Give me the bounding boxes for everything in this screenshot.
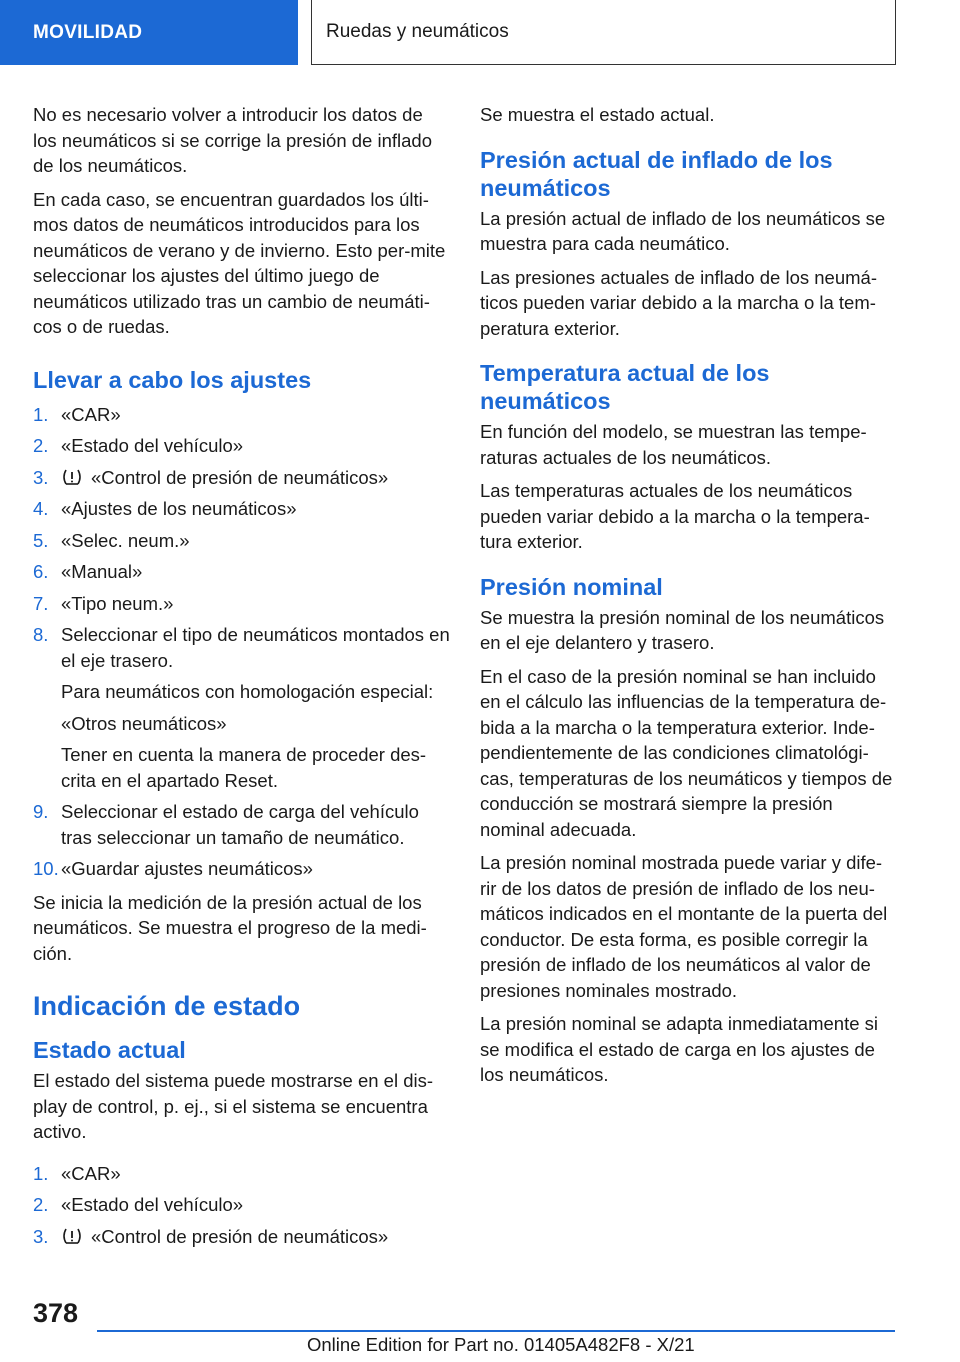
heading-presion-actual: Presión actual de inflado de los neumáticos: [480, 146, 833, 201]
step-text: «Ajustes de los neumáticos»: [61, 498, 297, 519]
step-text: Seleccionar el tipo de neumáticos montados en el eje trasero.: [61, 624, 450, 671]
section-tab: MOVILIDAD: [0, 0, 298, 65]
step-number: 3.: [33, 466, 49, 488]
step-subtext: Para neumáticos con homologación especial:: [61, 681, 434, 702]
tire-pressure-warning-icon: [61, 467, 83, 487]
list-item: [33, 528, 451, 554]
paragraph: En cada caso, se encuentran guardados los últi‐mos datos de neumáticos introducidos para los neumáticos de verano y de invierno. Esto per‐mite seleccionar los ajustes del último juego de neumáticos utilizado tras un cambio de neumáti‐cos o de ruedas.: [33, 188, 446, 337]
step-text: «CAR»: [61, 403, 121, 425]
step-text: «Estado del vehículo»: [61, 435, 244, 456]
step-subtext: Tener en cuenta la manera de proceder des‐crita en el apartado Reset.: [61, 744, 427, 791]
list-item: [33, 622, 451, 793]
heading-presion-nominal: Presión nominal: [480, 573, 663, 600]
paragraph: En función del modelo, se muestran las tempe‐raturas actuales de los neumáticos.: [480, 421, 867, 468]
steps-list: [33, 402, 451, 882]
paragraph: Las presiones actuales de inflado de los neumá‐ticos pueden variar debido a la marcha o la tem‐peratura exterior.: [480, 266, 877, 339]
step-number: 5.: [33, 529, 49, 551]
list-item: [33, 856, 451, 882]
paragraph: La presión nominal mostrada puede variar y dife‐rir de los datos de presión de inflado de los neu‐máticos indicados en el montante de la puerta del conductor. De esta forma, es posible corregir la presión de inflado de los neumáticos al valor de presiones nominales mostrado.: [480, 852, 888, 1001]
step-number: 7.: [33, 592, 49, 614]
step-number: 10.: [33, 858, 59, 879]
list-item: [33, 799, 451, 850]
step-number: 3.: [33, 1225, 49, 1247]
step-subtext: «Otros neumáticos»: [61, 712, 227, 734]
paragraph: En el caso de la presión nominal se han incluido en el cálculo las influencias de la temperatura de‐bida a la marcha o la temperatura exterior. Inde‐pendientemente de las condiciones climatológi‐cas, temperaturas de los neumáticos y tiempos de conducción se mostrará siempre la presión nominal adecuada.: [480, 665, 893, 840]
step-number: 1.: [33, 1162, 49, 1184]
paragraph: La presión nominal se adapta inmediatamente si se modifica el estado de carga en los ajustes de los neumáticos.: [480, 1013, 878, 1085]
step-text: «Control de presión de neumáticos»: [91, 466, 389, 488]
list-item: [33, 591, 451, 617]
step-number: 1.: [33, 403, 49, 425]
step-number: 2.: [33, 435, 49, 456]
step-text: «Control de presión de neumáticos»: [91, 1225, 389, 1247]
list-item: [33, 402, 451, 428]
footer-divider: [97, 1330, 895, 1332]
step-text: «Manual»: [61, 561, 143, 582]
list-item: [33, 1161, 451, 1187]
list-item: [33, 496, 451, 522]
paragraph: Se muestra la presión nominal de los neumáticos en el eje delantero y trasero.: [480, 606, 885, 653]
paragraph: La presión actual de inflado de los neumáticos se muestra para cada neumático.: [480, 207, 886, 254]
steps-list-2: [33, 1161, 451, 1250]
paragraph: Se muestra el estado actual.: [480, 104, 715, 125]
left-column: [33, 102, 451, 1257]
page-number: 378: [33, 1298, 79, 1328]
right-column: [480, 102, 898, 1096]
list-item: [33, 1224, 451, 1250]
step-text: «Estado del vehículo»: [61, 1194, 244, 1215]
step-text: «Guardar ajustes neumáticos»: [61, 858, 313, 879]
step-number: 6.: [33, 561, 49, 582]
heading-indicacion-estado: Indicación de estado: [33, 991, 301, 1021]
step-number: 2.: [33, 1194, 49, 1215]
step-text: Seleccionar el estado de carga del vehículo tras seleccionar un tamaño de neumático.: [61, 801, 419, 848]
step-text: «Tipo neum.»: [61, 592, 174, 614]
step-number: 8.: [33, 624, 49, 645]
step-text: «CAR»: [61, 1162, 121, 1184]
footer-edition: Online Edition for Part no. 01405A482F8 - X/21: [307, 1334, 695, 1355]
paragraph: No es necesario volver a introducir los datos de los neumáticos si se corrige la presión de inflado de los neumáticos.: [33, 104, 432, 176]
heading-estado-actual: Estado actual: [33, 1037, 186, 1063]
paragraph: Las temperaturas actuales de los neumáticos pueden variar debido a la marcha o la tempera‐tura exterior.: [480, 480, 870, 552]
heading-llevar-ajustes: Llevar a cabo los ajustes: [33, 366, 312, 393]
heading-temperatura-actual: Temperatura actual de los neumáticos: [480, 360, 770, 414]
step-number: 9.: [33, 801, 49, 822]
paragraph: El estado del sistema puede mostrarse en el dis‐play de control, p. ej., si el sistema se encuentra activo.: [33, 1070, 434, 1142]
step-text: «Selec. neum.»: [61, 529, 190, 551]
list-item: [33, 559, 451, 585]
list-item: [33, 433, 451, 459]
step-number: 4.: [33, 498, 49, 519]
list-item: [33, 465, 451, 491]
chapter-title: Ruedas y neumáticos: [311, 0, 896, 65]
tire-pressure-warning-icon: [61, 1226, 83, 1246]
list-item: [33, 1192, 451, 1218]
paragraph: Se inicia la medición de la presión actual de los neumáticos. Se muestra el progreso de la medi‐ción.: [33, 891, 427, 964]
